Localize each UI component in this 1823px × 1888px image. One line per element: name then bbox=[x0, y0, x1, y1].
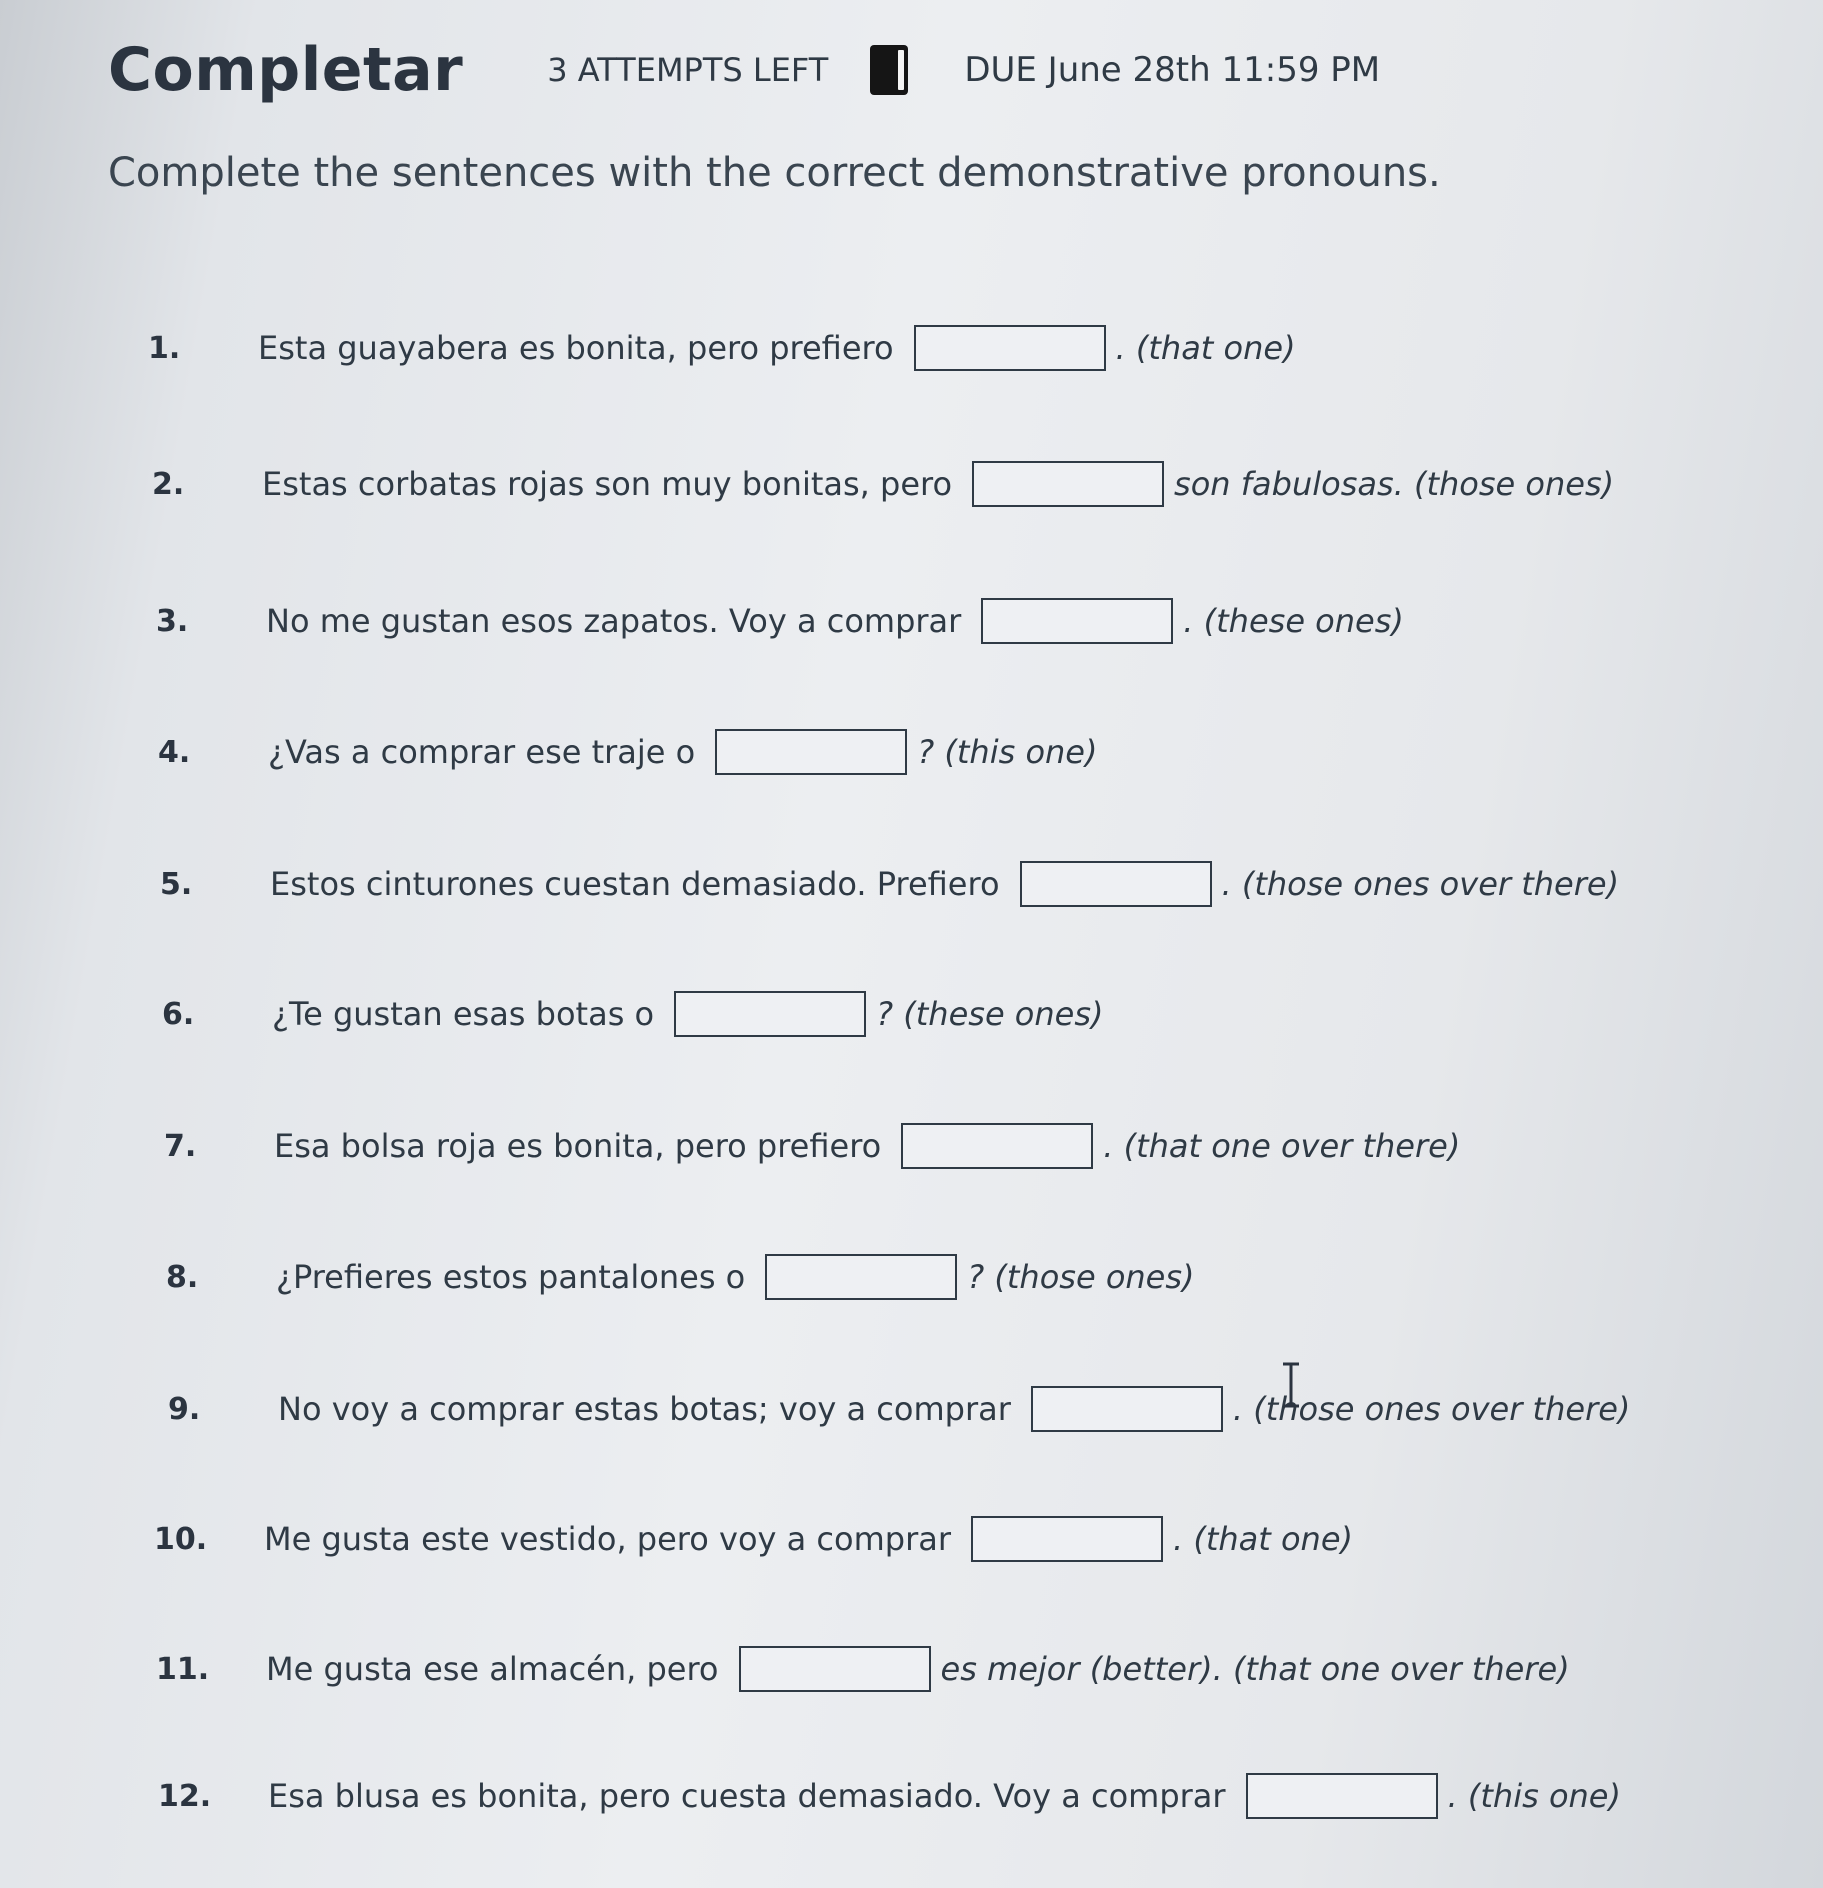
answer-input[interactable] bbox=[981, 598, 1173, 644]
question-text-before: No me gustan esos zapatos. Voy a comprar bbox=[266, 602, 962, 640]
question-item bbox=[152, 458, 1614, 510]
answer-input[interactable] bbox=[739, 1646, 931, 1692]
question-item bbox=[148, 322, 1296, 374]
question-number: 12. bbox=[158, 1778, 212, 1814]
question-number: 2. bbox=[152, 466, 185, 502]
question-item bbox=[168, 1383, 1630, 1435]
question-text-before: ¿Prefieres estos pantalones o bbox=[276, 1258, 746, 1296]
question-item bbox=[156, 1643, 1570, 1695]
question-number: 9. bbox=[168, 1391, 201, 1427]
question-text-after: es mejor (better). (that one over there) bbox=[940, 1650, 1570, 1688]
question-text-after: ? (those ones) bbox=[967, 1258, 1195, 1296]
answer-input[interactable] bbox=[1246, 1773, 1438, 1819]
question-number: 3. bbox=[156, 603, 189, 639]
instructions-text: Complete the sentences with the correct demonstrative pronouns. bbox=[108, 150, 1441, 196]
question-text-before: Estas corbatas rojas son muy bonitas, pero bbox=[262, 465, 953, 503]
question-text-before: Me gusta este vestido, pero voy a comprar bbox=[264, 1520, 951, 1558]
answer-input[interactable] bbox=[674, 991, 866, 1037]
text-cursor-icon bbox=[1280, 1362, 1302, 1408]
question-item bbox=[160, 858, 1619, 910]
answer-input[interactable] bbox=[901, 1123, 1093, 1169]
question-item bbox=[162, 988, 1104, 1040]
answer-input[interactable] bbox=[972, 461, 1164, 507]
question-text-after: ? (this one) bbox=[917, 733, 1098, 771]
question-item bbox=[156, 595, 1404, 647]
answer-input[interactable] bbox=[1020, 861, 1212, 907]
attempts-left-label: 3 ATTEMPTS LEFT bbox=[547, 51, 829, 89]
question-text-after: . (this one) bbox=[1447, 1777, 1621, 1815]
question-number: 6. bbox=[162, 996, 195, 1032]
due-date-label: DUE June 28th 11:59 PM bbox=[964, 50, 1381, 90]
question-text-after: . (that one) bbox=[1172, 1520, 1353, 1558]
question-number: 8. bbox=[166, 1259, 199, 1295]
question-text-before: ¿Te gustan esas botas o bbox=[272, 995, 655, 1033]
question-text-after: . (that one) bbox=[1115, 329, 1296, 367]
question-text-after: son fabulosas. (those ones) bbox=[1174, 465, 1615, 503]
answer-input[interactable] bbox=[971, 1516, 1163, 1562]
answer-input[interactable] bbox=[765, 1254, 957, 1300]
question-number: 5. bbox=[160, 866, 193, 902]
question-text-before: Esa bolsa roja es bonita, pero prefiero bbox=[274, 1127, 882, 1165]
question-text-before: No voy a comprar estas botas; voy a comprar bbox=[278, 1390, 1011, 1428]
question-number: 4. bbox=[158, 734, 191, 770]
question-text-after: ? (these ones) bbox=[876, 995, 1104, 1033]
question-item bbox=[154, 1513, 1353, 1565]
answer-input[interactable] bbox=[914, 325, 1106, 371]
question-item bbox=[164, 1120, 1460, 1172]
question-text-before: ¿Vas a comprar ese traje o bbox=[268, 733, 696, 771]
question-text-before: Me gusta ese almacén, pero bbox=[266, 1650, 719, 1688]
question-item bbox=[166, 1251, 1195, 1303]
question-number: 11. bbox=[156, 1651, 210, 1687]
question-item bbox=[158, 726, 1097, 778]
question-number: 7. bbox=[164, 1128, 197, 1164]
question-text-before: Esta guayabera es bonita, pero prefiero bbox=[258, 329, 894, 367]
question-text-after: . (those ones over there) bbox=[1221, 865, 1620, 903]
question-text-after: . (that one over there) bbox=[1103, 1127, 1461, 1165]
question-text-after: . (those ones over there) bbox=[1232, 1390, 1631, 1428]
question-item bbox=[158, 1770, 1621, 1822]
page-title: Completar bbox=[108, 35, 464, 105]
question-text-after: . (these ones) bbox=[1183, 602, 1404, 640]
question-text-before: Estos cinturones cuestan demasiado. Prefiero bbox=[270, 865, 1000, 903]
answer-input[interactable] bbox=[1031, 1386, 1223, 1432]
answer-input[interactable] bbox=[715, 729, 907, 775]
question-text-before: Esa blusa es bonita, pero cuesta demasiado. Voy a comprar bbox=[268, 1777, 1226, 1815]
question-number: 1. bbox=[148, 330, 181, 366]
question-number: 10. bbox=[154, 1521, 208, 1557]
